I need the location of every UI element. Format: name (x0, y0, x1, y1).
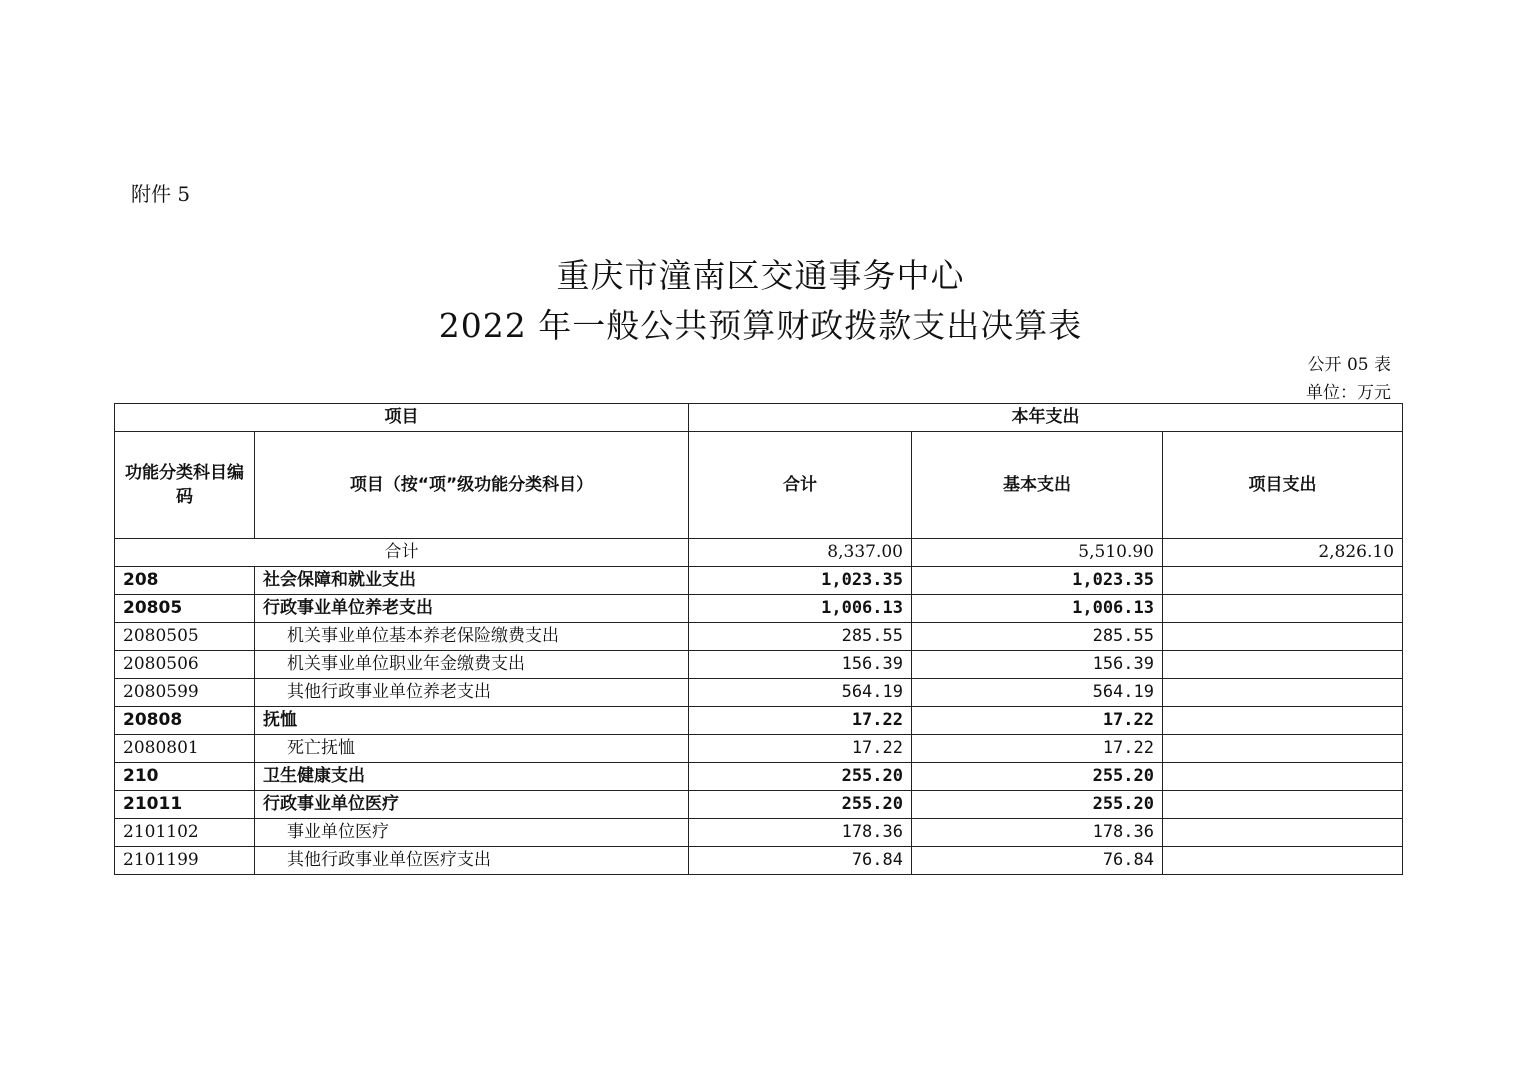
row-project (1163, 679, 1403, 707)
row-total: 564.19 (689, 679, 912, 707)
header-project: 项目支出 (1163, 432, 1403, 539)
row-project (1163, 819, 1403, 847)
row-name: 抚恤 (255, 707, 689, 735)
table-row (115, 567, 1403, 595)
header-project-group: 项目 (115, 404, 689, 432)
page-subtitle: 2022 年一般公共预算财政拨款支出决算表 (438, 306, 1083, 345)
header-total: 合计 (689, 432, 912, 539)
row-total: 255.20 (689, 791, 912, 819)
table-row (115, 791, 1403, 819)
row-name: 社会保障和就业支出 (255, 567, 689, 595)
unit-label: 单位：万元 (1306, 383, 1391, 403)
row-code: 20805 (115, 595, 255, 623)
row-project (1163, 595, 1403, 623)
row-project (1163, 567, 1403, 595)
table-row (115, 679, 1403, 707)
row-name: 死亡抚恤 (255, 735, 689, 763)
header-item: 项目（按“项”级功能分类科目） (255, 432, 689, 539)
total-row-basic: 5,510.90 (912, 539, 1163, 567)
row-code: 2080801 (115, 735, 255, 763)
row-total: 17.22 (689, 707, 912, 735)
page-title: 重庆市潼南区交通事务中心 (556, 256, 965, 295)
row-code: 21011 (115, 791, 255, 819)
row-basic: 1,023.35 (912, 567, 1163, 595)
header-basic: 基本支出 (912, 432, 1163, 539)
row-total: 178.36 (689, 819, 912, 847)
table-row (115, 847, 1403, 875)
row-project (1163, 707, 1403, 735)
row-total: 1,023.35 (689, 567, 912, 595)
row-code: 208 (115, 567, 255, 595)
table-row (115, 763, 1403, 791)
row-name: 卫生健康支出 (255, 763, 689, 791)
table-row (115, 623, 1403, 651)
row-project (1163, 791, 1403, 819)
row-project (1163, 651, 1403, 679)
row-name: 机关事业单位职业年金缴费支出 (255, 651, 689, 679)
row-total: 17.22 (689, 735, 912, 763)
row-basic: 564.19 (912, 679, 1163, 707)
row-basic: 76.84 (912, 847, 1163, 875)
row-basic: 1,006.13 (912, 595, 1163, 623)
row-code: 2080506 (115, 651, 255, 679)
row-basic: 255.20 (912, 763, 1163, 791)
row-code: 20808 (115, 707, 255, 735)
row-project (1163, 623, 1403, 651)
row-name: 行政事业单位养老支出 (255, 595, 689, 623)
header-current-year-group: 本年支出 (689, 404, 1403, 432)
row-name: 行政事业单位医疗 (255, 791, 689, 819)
row-project (1163, 847, 1403, 875)
table-row (115, 707, 1403, 735)
row-total: 76.84 (689, 847, 912, 875)
row-basic: 17.22 (912, 707, 1163, 735)
table-row (115, 819, 1403, 847)
table-code: 公开 05 表 (1307, 355, 1391, 375)
row-basic: 17.22 (912, 735, 1163, 763)
row-code: 2080599 (115, 679, 255, 707)
row-name: 其他行政事业单位养老支出 (255, 679, 689, 707)
row-name: 事业单位医疗 (255, 819, 689, 847)
header-code: 功能分类科目编码 (115, 432, 255, 539)
row-total: 255.20 (689, 763, 912, 791)
table-row (115, 735, 1403, 763)
row-basic: 156.39 (912, 651, 1163, 679)
row-total: 285.55 (689, 623, 912, 651)
row-code: 2101199 (115, 847, 255, 875)
total-row (115, 539, 1403, 567)
row-project (1163, 763, 1403, 791)
row-total: 156.39 (689, 651, 912, 679)
budget-table (114, 403, 1403, 875)
total-row-label: 合计 (115, 539, 689, 567)
total-row-project: 2,826.10 (1163, 539, 1403, 567)
row-project (1163, 735, 1403, 763)
table-row (115, 595, 1403, 623)
row-name: 其他行政事业单位医疗支出 (255, 847, 689, 875)
row-basic: 255.20 (912, 791, 1163, 819)
table-row (115, 651, 1403, 679)
row-total: 1,006.13 (689, 595, 912, 623)
row-basic: 178.36 (912, 819, 1163, 847)
row-code: 210 (115, 763, 255, 791)
total-row-total: 8,337.00 (689, 539, 912, 567)
attachment-label: 附件 5 (131, 182, 191, 206)
row-code: 2101102 (115, 819, 255, 847)
row-name: 机关事业单位基本养老保险缴费支出 (255, 623, 689, 651)
row-code: 2080505 (115, 623, 255, 651)
row-basic: 285.55 (912, 623, 1163, 651)
